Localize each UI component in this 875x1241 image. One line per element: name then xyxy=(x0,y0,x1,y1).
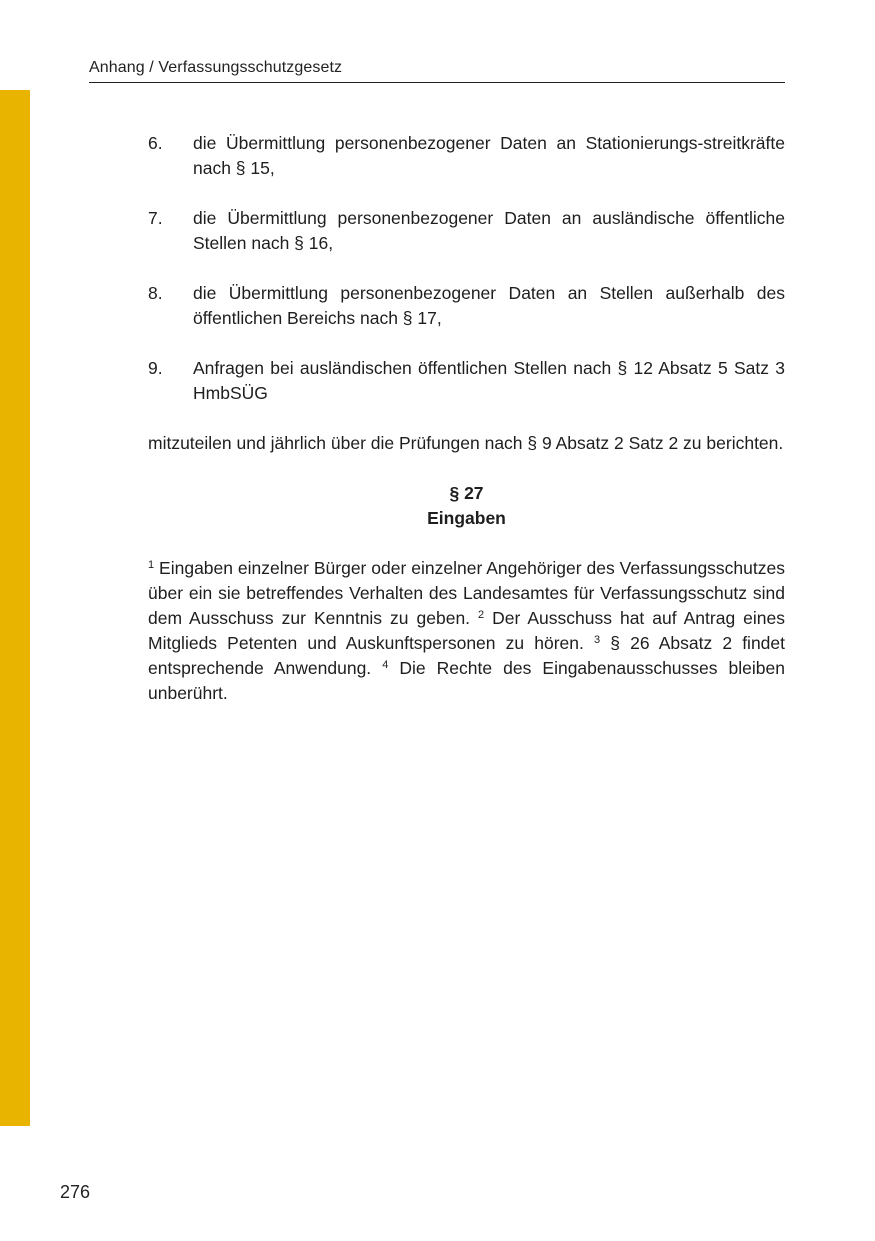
list-item-number: 6. xyxy=(148,133,163,153)
list-item-text: die Übermittlung personenbezogener Daten an Stellen außerhalb des öffentlichen Bereichs nach § 17, xyxy=(193,283,785,328)
list-item-number: 9. xyxy=(148,358,163,378)
sentence-text: Der Ausschuss hat auf Antrag eines Mitglieds Petenten und Auskunftspersonen zu hören. xyxy=(148,608,785,653)
section-heading xyxy=(148,481,785,531)
numbered-list xyxy=(148,131,785,406)
list-item-number: 7. xyxy=(148,208,163,228)
sentence-text: § 26 Absatz 2 findet entsprechende Anwendung. xyxy=(148,633,786,678)
list-item xyxy=(148,206,785,256)
list-item-text: die Übermittlung personenbezogener Daten an ausländische öffentliche Stellen nach § 16, xyxy=(193,208,785,253)
section-title: Eingaben xyxy=(427,508,506,528)
page-number: 276 xyxy=(60,1182,91,1202)
chapter-marker-bar xyxy=(0,90,30,1126)
header-rule xyxy=(89,82,785,83)
sentence-text: Eingaben einzelner Bürger oder einzelner Angehöriger des Verfassungsschutzes über ein sie betreffendes Verhalten des Landesamtes für Verfassungsschutz sind dem Ausschuss zur Kenntnis zu geben. xyxy=(148,558,785,628)
list-item-text: die Übermittlung personenbezogener Daten an Stationierungs-streitkräfte nach § 15, xyxy=(193,133,785,178)
sentence-number: 3 xyxy=(594,634,601,646)
list-closing-text: mitzuteilen und jährlich über die Prüfungen nach § 9 Absatz 2 Satz 2 zu berichten. xyxy=(148,433,784,453)
page-content xyxy=(148,131,785,706)
list-item xyxy=(148,131,785,181)
list-item-text: Anfragen bei ausländischen öffentlichen Stellen nach § 12 Absatz 5 Satz 3 HmbSÜG xyxy=(193,358,785,403)
list-item-number: 8. xyxy=(148,283,163,303)
sentence-number: 2 xyxy=(478,609,485,621)
list-item xyxy=(148,281,785,331)
section-number: § 27 xyxy=(449,483,484,503)
sentence-number: 4 xyxy=(382,659,389,671)
running-header: Anhang / Verfassungsschutzgesetz xyxy=(89,59,343,76)
list-item xyxy=(148,356,785,406)
sentence-text: Die Rechte des Eingabenausschusses bleiben unberührt. xyxy=(148,658,786,703)
section-body xyxy=(148,556,785,706)
sentence-number: 1 xyxy=(148,559,155,571)
